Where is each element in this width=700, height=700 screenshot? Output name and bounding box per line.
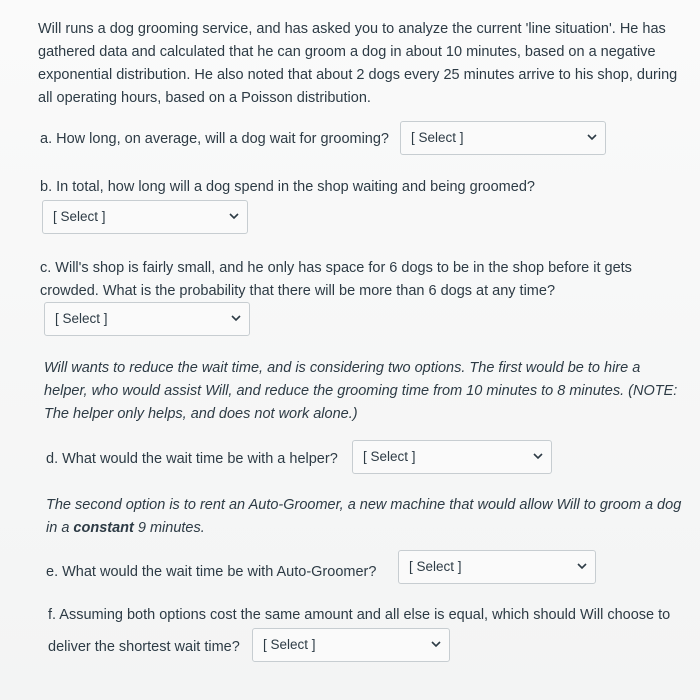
question-a-text: a. How long, on average, will a dog wait for grooming? xyxy=(40,131,389,147)
chevron-down-icon xyxy=(577,562,587,570)
chevron-down-icon xyxy=(231,314,241,322)
question-b-select-value: [ Select ] xyxy=(53,209,106,224)
chevron-down-icon xyxy=(587,133,597,141)
chevron-down-icon xyxy=(229,212,239,220)
question-d-select-value: [ Select ] xyxy=(363,449,416,464)
question-a-select-value: [ Select ] xyxy=(411,130,464,145)
question-e-select[interactable] xyxy=(398,550,596,584)
question-f-text-line1: f. Assuming both options cost the same amount and all else is equal, which should Will choose to xyxy=(48,607,671,623)
question-f-text-line2: deliver the shortest wait time? xyxy=(48,639,240,655)
question-b-select[interactable] xyxy=(42,200,248,234)
question-f-select[interactable] xyxy=(252,628,450,662)
question-a-select[interactable] xyxy=(400,121,606,155)
question-c-select-value: [ Select ] xyxy=(55,311,108,326)
autogroomer-text-part2: 9 minutes. xyxy=(133,520,205,536)
autogroomer-option-paragraph xyxy=(46,494,686,540)
chevron-down-icon xyxy=(533,452,543,460)
intro-paragraph: Will runs a dog grooming service, and has asked you to analyze the current 'line situation'. He has gathered data and calculated that he can groom a dog in about 10 minutes, based on a negative exponential distribution. He also noted that about 2 dogs every 25 minutes arrive to his shop, during all operating hours, based on a Poisson distribution. xyxy=(38,21,678,106)
autogroomer-text-part1: The second option is to rent an Auto-Groomer, a new machine that would allow Will to groom a dog in a xyxy=(46,497,682,536)
question-d-select[interactable] xyxy=(352,440,552,474)
chevron-down-icon xyxy=(431,640,441,648)
helper-option-paragraph: Will wants to reduce the wait time, and is considering two options. The first would be to hire a helper, who would assist Will, and reduce the grooming time from 10 minutes to 8 minutes. (NOTE: The helper only helps, and does not work alone.) xyxy=(44,360,678,422)
question-c-select[interactable] xyxy=(44,302,250,336)
question-f-select-value: [ Select ] xyxy=(263,637,316,652)
question-e-select-value: [ Select ] xyxy=(409,559,462,574)
question-e-text: e. What would the wait time be with Auto-Groomer? xyxy=(46,564,377,580)
question-d-text: d. What would the wait time be with a helper? xyxy=(46,451,338,467)
question-c-text: c. Will's shop is fairly small, and he only has space for 6 dogs to be in the shop before it gets crowded. What is the probability that there will be more than 6 dogs at any time? xyxy=(40,260,632,299)
autogroomer-text-bold: constant xyxy=(73,520,134,536)
question-b-text: b. In total, how long will a dog spend in the shop waiting and being groomed? xyxy=(40,179,535,195)
